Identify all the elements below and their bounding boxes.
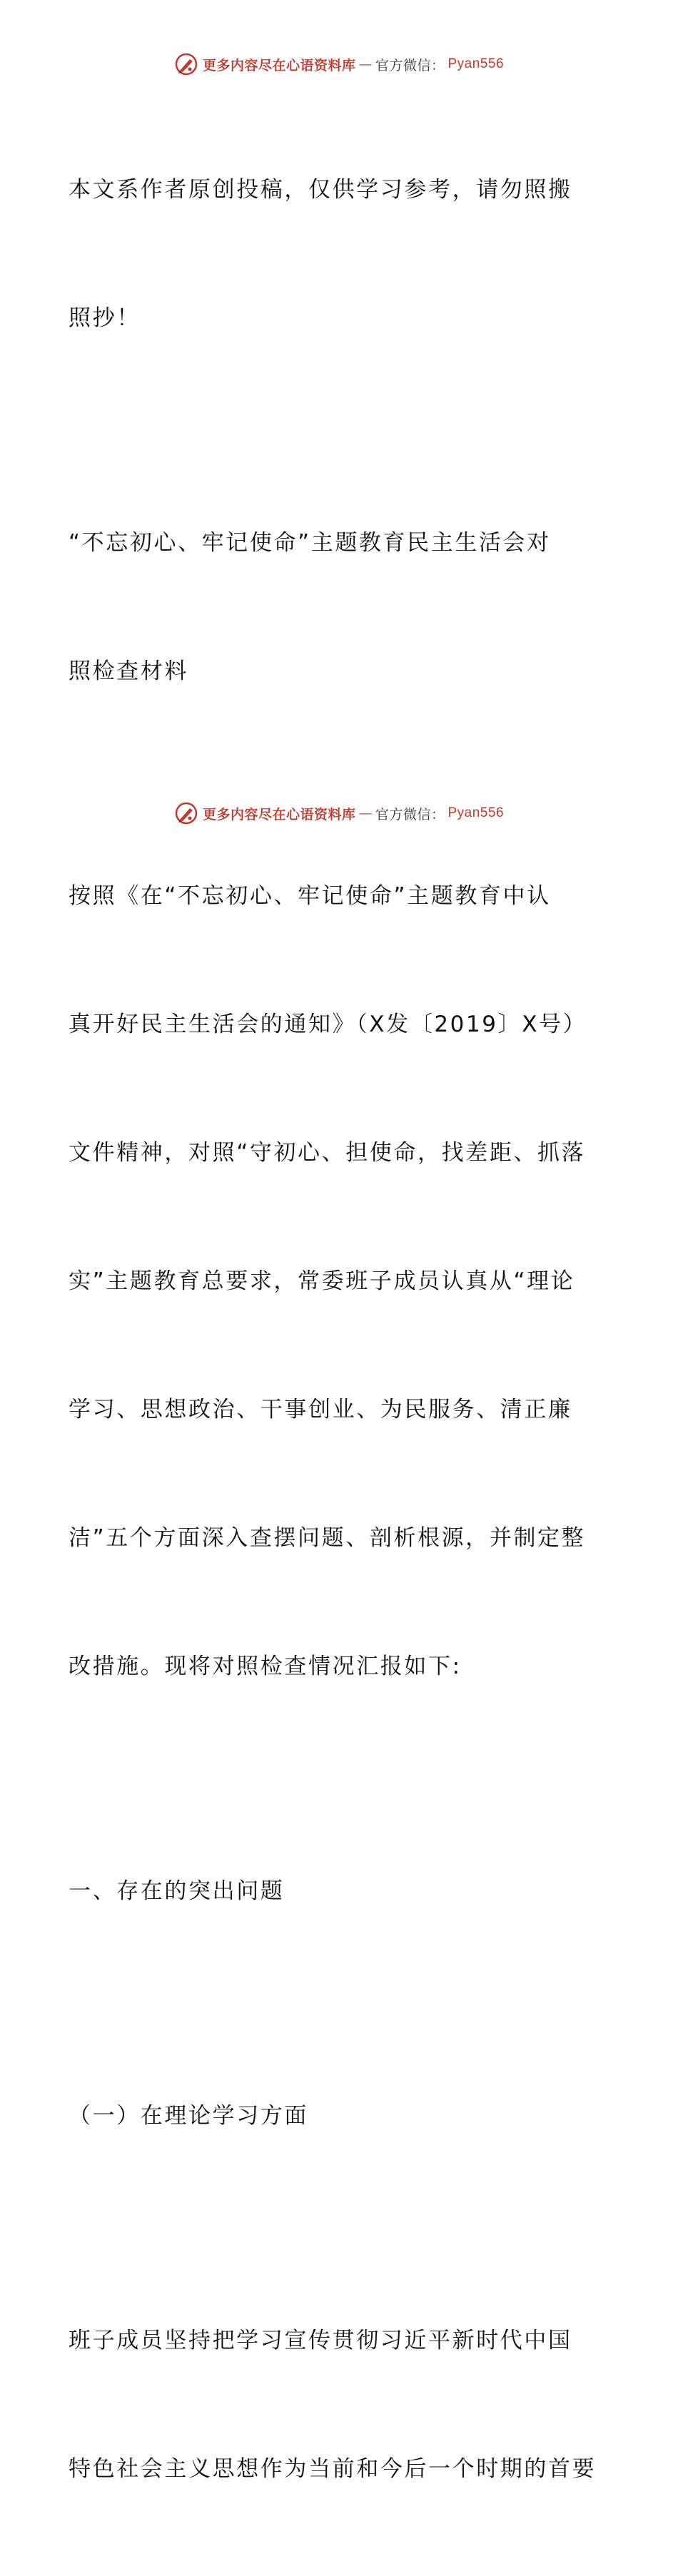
pen-logo-icon <box>174 801 198 825</box>
intro-line: 真开好民主生活会的通知》（X发〔2019〕X号） <box>69 1012 587 1037</box>
title-line: “不忘初心、牢记使命”主题教育民主生活会对 <box>69 530 551 556</box>
pen-logo-icon <box>174 52 198 76</box>
body-line: 特色社会主义思想作为当前和今后一个时期的首要 <box>69 2456 597 2482</box>
intro-line: 学习、思想政治、干事创业、为民服务、清正廉 <box>69 1397 572 1422</box>
intro-paragraph <box>0 789 678 1773</box>
intro-line: 按照《在“不忘初心、牢记使命”主题教育中认 <box>69 883 551 909</box>
title-line: 照检查材料 <box>69 658 188 684</box>
intro-line: 洁”五个方面深入查摆问题、剖析根源，并制定整 <box>69 1525 586 1551</box>
watermark-wechat-id: Pyan556 <box>447 805 505 820</box>
intro-line: 实”主题教育总要求，常委班子成员认真从“理论 <box>69 1268 575 1294</box>
watermark-text: 更多内容尽在心语资料库 <box>202 806 356 823</box>
watermark-dash: — <box>358 56 373 72</box>
notice-paragraph <box>0 83 678 425</box>
watermark-wechat-label: 官方微信： <box>375 806 445 823</box>
intro-line: 改措施。现将对照检查情况汇报如下: <box>69 1654 462 1679</box>
body-line: 班子成员坚持把学习宣传贯彻习近平新时代中国 <box>69 2328 572 2353</box>
notice-line: 照抄！ <box>69 305 141 331</box>
body-paragraph <box>0 2234 678 2576</box>
document-title <box>0 436 678 778</box>
document-body <box>0 83 678 2576</box>
watermark-dash: — <box>358 805 373 821</box>
watermark-banner-bottom <box>0 798 678 829</box>
watermark-banner-top <box>0 49 678 80</box>
subsection-heading-text: （一）在理论学习方面 <box>69 2103 308 2129</box>
intro-line: 文件精神，对照“守初心、担使命，找差距、抓落 <box>69 1140 586 1166</box>
watermark-wechat-label: 官方微信： <box>375 57 445 73</box>
section-heading <box>0 1784 678 1998</box>
subsection-heading <box>0 2009 678 2223</box>
watermark-wechat-id: Pyan556 <box>447 56 505 71</box>
notice-line: 本文系作者原创投稿，仅供学习参考，请勿照搬 <box>69 177 572 203</box>
section-heading-text: 一、存在的突出问题 <box>69 1878 285 1904</box>
watermark-text: 更多内容尽在心语资料库 <box>202 57 356 73</box>
